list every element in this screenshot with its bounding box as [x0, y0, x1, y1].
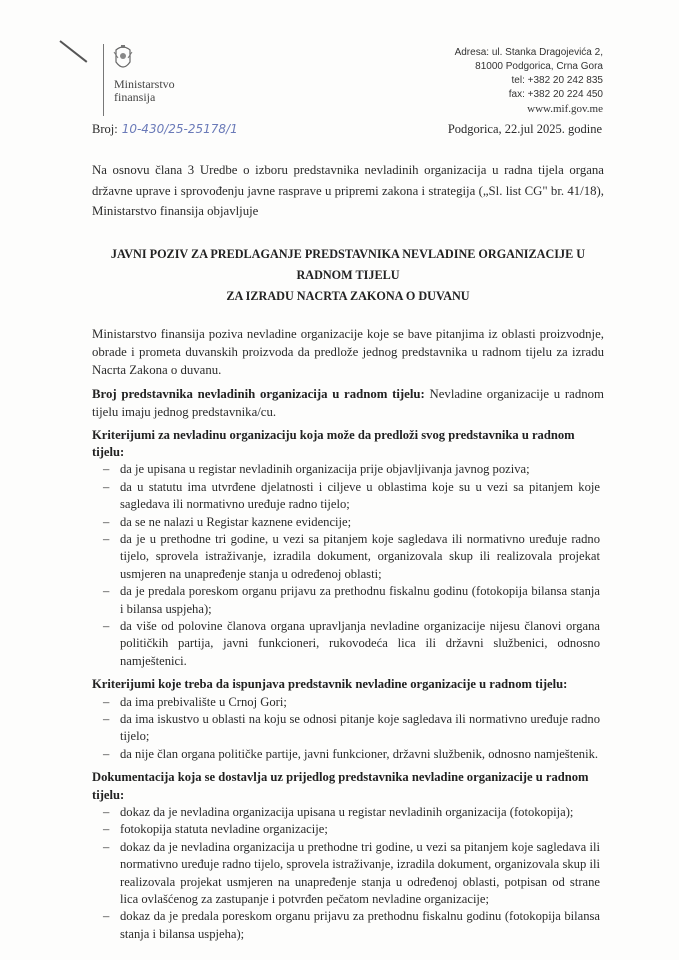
reference-label: Broj:	[92, 122, 118, 136]
item-text: da je predala poreskom organu prijavu za prethodnu fiskalnu godinu (fotokopija bilansa stanja i bilansa uspjeha);	[120, 584, 600, 616]
website-link[interactable]: www.mif.gov.me	[527, 103, 603, 115]
item-text: dokaz da je predala poreskom organu prijavu za prethodnu fiskalnu godinu (fotokopija bilansa stanja i bilansa uspjeha);	[120, 909, 600, 941]
title-line: JAVNI POZIV ZA PREDLAGANJE PREDSTAVNIKA NEVLADINE ORGANIZACIJE U RADNOM TIJELU	[110, 246, 586, 282]
section-representative-criteria	[92, 676, 604, 763]
intro-paragraph: Na osnovu člana 3 Uredbe o izboru predstavnika nevladinih organizacija u radna tijela organa državne uprave i sprovođenju javne rasprave u pripremi zakona i strategija („Sl. list CG" br. 41/18), Ministarstvo finansija objavljuje	[92, 163, 604, 218]
section-heading: Dokumentacija koja se dostavlja uz prijedlog predstavnika nevladine organizacije u radnom tijelu:	[92, 770, 589, 802]
section-heading: Kriterijumi za nevladinu organizaciju koja može da predloži svog predstavnika u radnom tijelu:	[92, 427, 575, 459]
document-body	[92, 160, 604, 979]
dash-bullet: –	[103, 514, 110, 529]
address-line: 81000 Podgorica, Crna Gora	[475, 61, 603, 72]
ministry-name	[114, 78, 175, 104]
section-documentation	[92, 769, 604, 943]
list-item	[92, 531, 604, 583]
address-line: Adresa: ul. Stanka Dragojevića 2,	[454, 47, 603, 58]
handwritten-number: 10-430/25-25178/1	[121, 122, 238, 136]
dash-bullet: –	[103, 805, 110, 820]
count-label: Broj predstavnika nevladinih organizacija u radnom tijelu:	[92, 386, 425, 401]
fax: fax: +382 20 224 450	[508, 89, 603, 100]
list-item	[92, 479, 604, 514]
list-item	[92, 694, 604, 711]
list-item	[92, 821, 604, 838]
coat-of-arms-icon	[112, 44, 134, 74]
dash-bullet: –	[103, 712, 110, 726]
reference-row	[92, 122, 604, 137]
dash-bullet: –	[103, 822, 110, 837]
body-paragraph: Ministarstvo finansija poziva nevladine organizacije koje se bave pitanjima iz oblasti proizvodnje, obrade i prometa duvanskih proizvoda da predlože jednog predstavnika u radnom tijelu za izradu Nacrta Zakona o duvanu.	[92, 326, 604, 377]
document-date: Podgorica, 22.jul 2025. godine	[447, 122, 602, 136]
list-item	[92, 514, 604, 531]
document-title	[92, 244, 604, 307]
header-divider	[103, 44, 104, 116]
pen-mark	[59, 40, 87, 63]
dash-bullet: –	[103, 746, 110, 761]
dash-bullet: –	[103, 531, 110, 546]
count-text: Nevladine organizacije u radnom tijelu imaju jednog predstavnika/cu.	[92, 386, 604, 419]
item-text: fotokopija statuta nevladine organizacije;	[120, 822, 328, 837]
list-item	[92, 908, 604, 943]
dash-bullet: –	[103, 618, 110, 633]
dash-bullet: –	[103, 462, 110, 477]
list-item	[92, 746, 604, 763]
representative-count	[92, 385, 604, 421]
dash-bullet: –	[103, 584, 110, 599]
section-heading: Kriterijumi koje treba da ispunjava predstavnik nevladine organizacije u radnom tijelu:	[92, 677, 568, 692]
item-text: dokaz da je nevladina organizacija u prethodne tri godine, u vezi sa pitanjem koje sagledava ili normativno uređuje radno tijelo, sprovela istraživanje, izradila dokument, organizovala skup ili realizovala projekat usmjeren na unapređenje stanja u određenoj oblasti, potpisan od strane lica ovlašćenog za zastupanje i potvrđen pečatom nevladine organizacije;	[120, 839, 600, 907]
address-block	[455, 46, 603, 116]
section-ngo-criteria	[92, 427, 604, 671]
item-text: da je upisana u registar nevladinih organizacija prije objavljivanja javnog poziva;	[120, 462, 530, 477]
reference-number	[92, 122, 238, 137]
item-text: da više od polovine članova organa upravljanja nevladine organizacije nijesu članovi organa političkih partija, javni funkcioneri, rukovodeća lica ili državni službenici, odnosno namještenici.	[120, 618, 600, 668]
dash-bullet: –	[103, 694, 110, 709]
title-line: ZA IZRADU NACRTA ZAKONA O DUVANU	[226, 288, 470, 303]
dash-bullet: –	[103, 909, 110, 924]
ministry-line: finansija	[114, 90, 156, 104]
list-item	[92, 583, 604, 618]
ministry-line: Ministarstvo	[114, 77, 175, 91]
phone: tel: +382 20 242 835	[511, 75, 603, 86]
item-text: da nije član organa političke partije, javni funkcioner, državni službenik, odnosno namještenik.	[120, 746, 599, 761]
item-text: dokaz da je nevladina organizacija upisana u registar nevladinih organizacija (fotokopija);	[120, 805, 574, 820]
list-item	[92, 461, 604, 478]
item-text: da je u prethodne tri godine, u vezi sa pitanjem koje sagledava ili normativno uređuje radno tijelo, sprovela istraživanje, izradila dokument, organizovala skup ili realizovala projekat usmjeren na unapređenje stanja u određenoj oblasti;	[120, 531, 600, 581]
item-text: da ima iskustvo u oblasti na koju se odnosi pitanje koje sagledava ili normativno uređuje radno tijelo;	[120, 712, 600, 744]
list-item	[92, 839, 604, 909]
list-item	[92, 804, 604, 821]
list-item	[92, 711, 604, 746]
dash-bullet: –	[103, 479, 110, 494]
dash-bullet: –	[103, 839, 110, 854]
item-text: da u statutu ima utvrđene djelatnosti i ciljeve u oblastima koje su u vezi sa pitanjem koje sagledava ili normativno uređuje radno tijelo;	[120, 479, 600, 512]
item-text: da se ne nalazi u Registar kaznene evidencije;	[120, 514, 352, 529]
item-text: da ima prebivalište u Crnoj Gori;	[120, 694, 287, 709]
list-item	[92, 618, 604, 670]
